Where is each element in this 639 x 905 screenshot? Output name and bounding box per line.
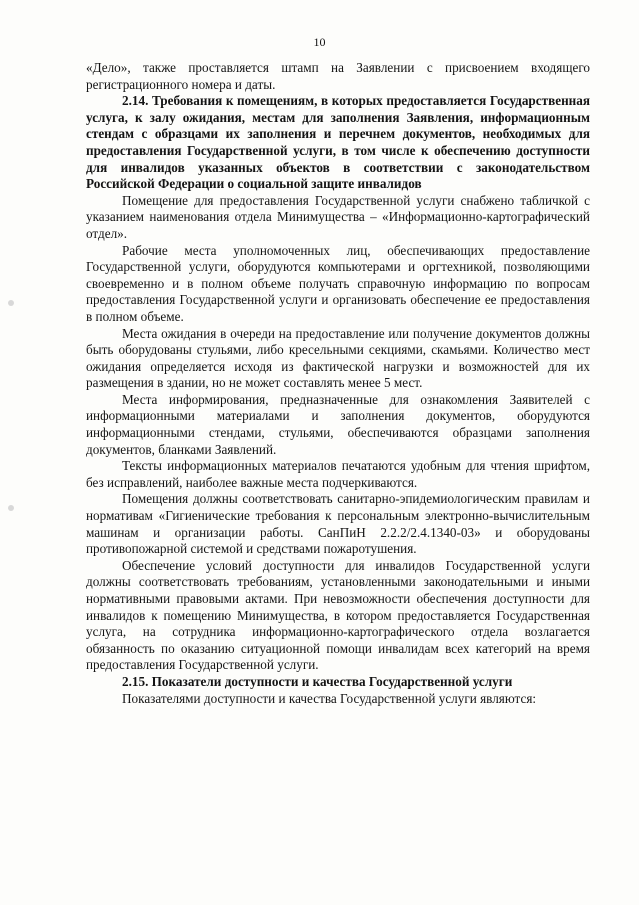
paragraph-workplaces: Рабочие места уполномоченных лиц, обеспечивающих предоставление Государственной услуги, оборудуются компьютерами и оргтехникой, позволяющими своевременно и в полном объеме получать справочную информацию по вопросам предоставления Государственной услуги и организовать обеспечение ее предоставления в полном объеме. <box>86 242 590 324</box>
paragraph-indicators: Показателями доступности и качества Государственной услуги являются: <box>122 690 537 706</box>
paragraph-premises-sign: Помещение для предоставления Государственной услуги снабжено табличкой с указанием наименования отдела Минимущества – «Информационно-картографический отдел». <box>86 192 590 241</box>
paragraph-waiting-areas: Места ожидания в очереди на предоставление или получение документов должны быть оборудованы стульями, либо кресельными секциями, скамьями. Количество мест ожидания определяется исходя из фактической нагрузки и возможностей для их размещения в здании, но не может составлять менее 5 мест. <box>86 325 590 391</box>
paragraph-sanitary-rules: Помещения должны соответствовать санитарно-эпидемиологическим правилам и нормативам «Гигиенические требования к персональным электронно-вычислительным машинам и организации работы. СанПиН 2.2.2/2.4.1340-03» и оборудованы противопожарной системой и средствами пожаротушения. <box>86 491 590 557</box>
section-heading-2-14: 2.14. Требования к помещениям, в которых предоставляется Государственная услуга, к залу ожидания, местам для заполнения Заявления, информационным стендам с образцами их заполнения и перечнем документов, необходимых для предоставления Государственной услуги, в том числе к обеспечению доступности для инвалидов указанных объектов в соответствии с законодательством Российской Федерации о социальной защите инвалидов <box>86 93 590 192</box>
paragraph-info-texts: Тексты информационных материалов печатаются удобным для чтения шрифтом, без исправлений, наиболее важные места подчеркиваются. <box>86 458 590 490</box>
scan-hole-mark <box>8 505 14 511</box>
scan-hole-mark <box>8 300 14 306</box>
paragraph-accessibility: Обеспечение условий доступности для инвалидов Государственной услуги должны соответствовать требованиям, установленными законодательными и иными нормативными правовыми актами. При невозможности обеспечения доступности для инвалидов к помещению Минимущества, в котором предоставляется Государственная услуга, на сотрудника информационно-картографического отдела возлагается обязанность по оказанию ситуационной помощи инвалидам всех категорий на время предоставления Государственной услуги. <box>86 557 590 673</box>
page-number: 10 <box>313 35 326 49</box>
section-heading-2-15: 2.15. Показатели доступности и качества Государственной услуги <box>122 673 513 689</box>
document-body <box>86 60 590 707</box>
paragraph-info-places: Места информирования, предназначенные для ознакомления Заявителей с информационными материалами и заполнения документов, оборудуются информационными стендами, стульями, обеспечиваются образцами заполнения документов, бланками Заявлений. <box>86 391 590 457</box>
paragraph-continuation: «Дело», также проставляется штамп на Заявлении с присвоением входящего регистрационного номера и даты. <box>86 60 590 92</box>
